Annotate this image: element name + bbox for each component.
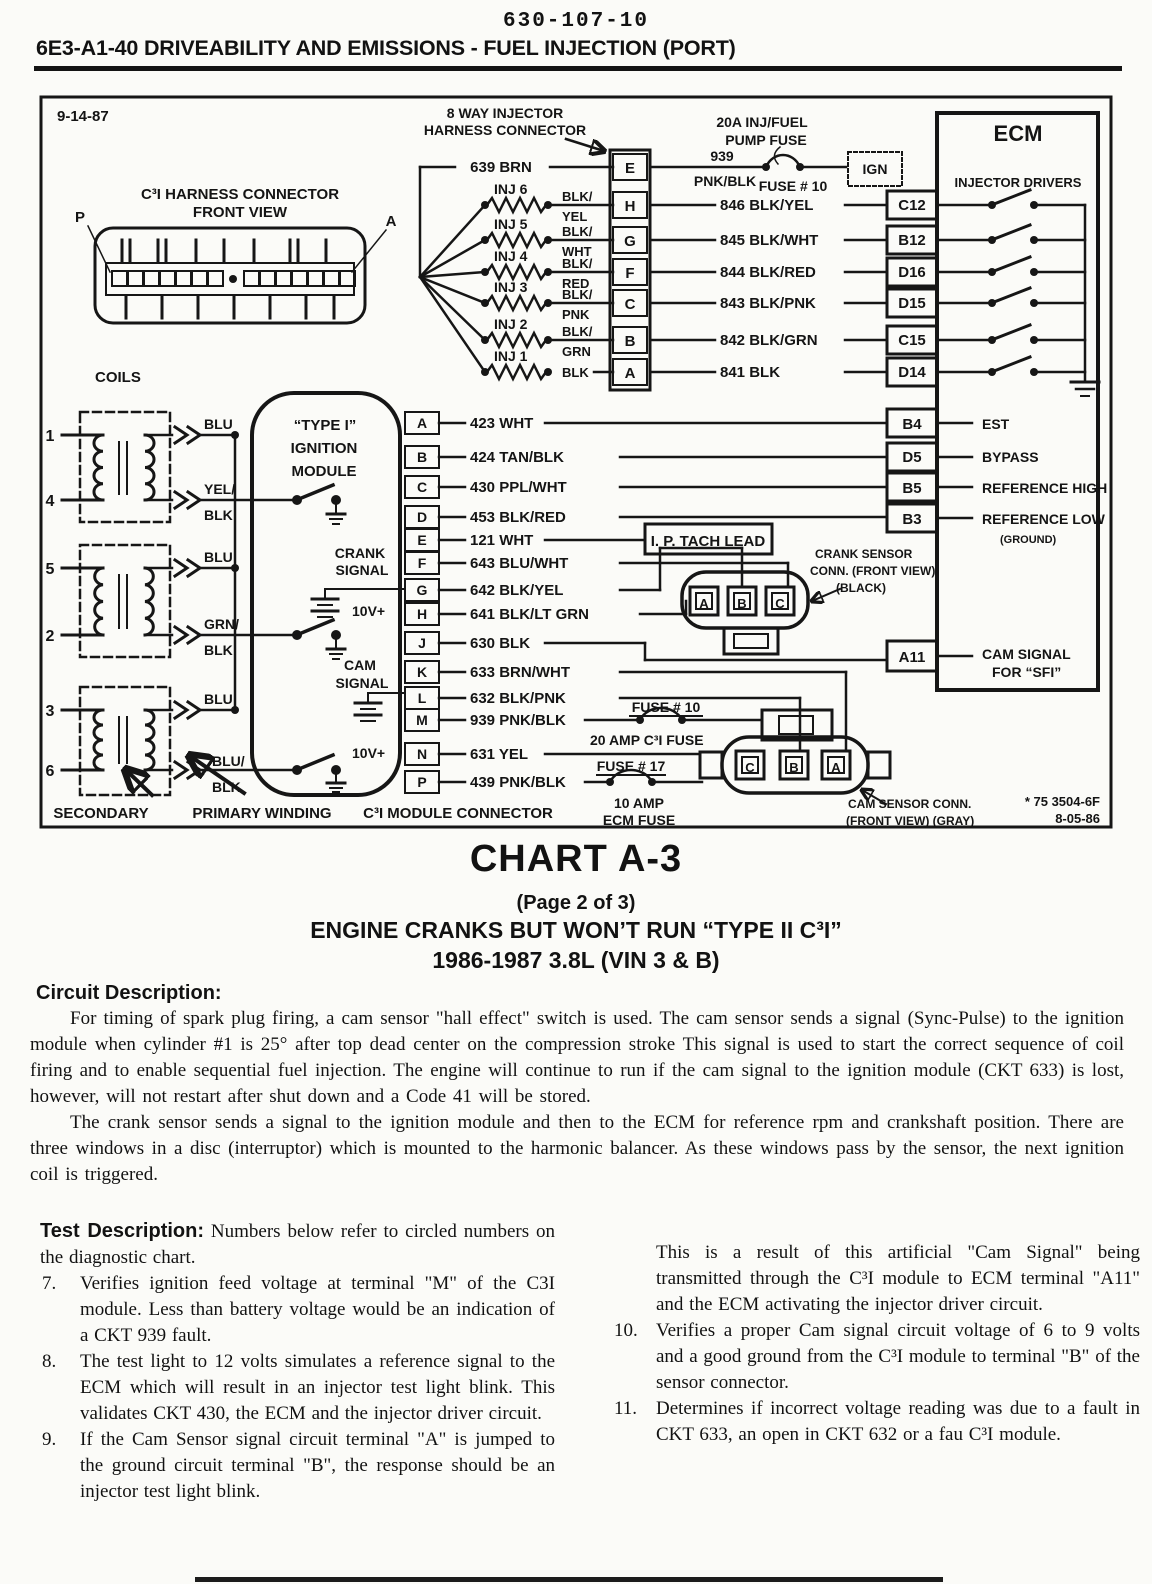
- fuse-10amp-label-1: 10 AMP: [613, 795, 665, 811]
- conn-wire: 939 PNK/BLK: [470, 712, 566, 729]
- inj-wire: 843 BLK/PNK: [720, 295, 816, 312]
- test-description-heading: Test Description:: [40, 1220, 205, 1242]
- fuse-10-top-label: FUSE # 10: [758, 178, 828, 194]
- conn-pin: N: [416, 746, 428, 762]
- c3i-connector-label: C³I MODULE CONNECTOR: [363, 805, 553, 822]
- inj-color: GRN: [562, 344, 591, 359]
- cam-conn-pin: B: [789, 760, 799, 775]
- conn-pin: F: [417, 555, 427, 571]
- conn-wire: 453 BLK/RED: [470, 509, 566, 526]
- conn-pin: L: [417, 690, 427, 706]
- conn-wire: 633 BRN/WHT: [470, 664, 571, 681]
- inj-name: INJ 2: [494, 316, 528, 332]
- conn-wire: 439 PNK/BLK: [470, 774, 566, 791]
- inj-name: INJ 6: [494, 181, 528, 197]
- inj-wire: 845 BLK/WHT: [720, 232, 819, 249]
- inj-name: INJ 5: [494, 216, 528, 232]
- coil-wire: GRN/: [204, 616, 239, 632]
- crank-signal-label-2: SIGNAL: [335, 562, 389, 578]
- fuse-20amp-label: 20 AMP C³I FUSE: [590, 732, 704, 748]
- inj-color: BLK/: [562, 287, 593, 302]
- cam-signal-label-2: SIGNAL: [335, 675, 389, 691]
- test-item-9-continuation: This is a result of this artificial "Cam Signal" being transmitted through the C³I module to ECM terminal "A11" and the ECM activating the injector driver circuit.: [656, 1242, 1140, 1315]
- conn-wire: 641 BLK/LT GRN: [470, 606, 589, 623]
- a11-label-2: FOR “SFI”: [992, 664, 1062, 680]
- conn-pin: D: [416, 509, 428, 525]
- inj-color: BLK/: [562, 256, 593, 271]
- conn-wire: 423 WHT: [470, 415, 534, 432]
- coil-wire: BLK: [204, 507, 233, 523]
- test-item-8: [40, 1349, 555, 1427]
- coil-number: 1: [45, 428, 55, 445]
- inj-pin: G: [624, 233, 636, 250]
- crank-conn-pin: B: [737, 596, 747, 611]
- ecm-pin: B4: [902, 416, 922, 433]
- circuit-description-body: [30, 1006, 1124, 1188]
- conn-wire: 631 YEL: [470, 746, 529, 763]
- c3i-harness-label-2: FRONT VIEW: [192, 204, 288, 221]
- test-item-text: The test light to 12 volts simulates a reference signal to the ECM which will result in an injector test light blink. This validates CKT 430, the ECM and the injector driver circuit.: [80, 1351, 555, 1424]
- ecm-signal-label: BYPASS: [982, 449, 1039, 465]
- conn-pin: J: [418, 635, 426, 651]
- ign-label: IGN: [862, 161, 888, 177]
- conn-pin: A: [416, 415, 428, 431]
- coil-number: 2: [45, 628, 55, 645]
- cam-conn-pin: A: [831, 760, 841, 775]
- inj-color: WHT: [562, 244, 592, 259]
- fuse-top-label-1: 20A INJ/FUEL: [716, 114, 808, 130]
- test-item-7: [40, 1271, 555, 1349]
- cam-conn-label-1: CAM SENSOR CONN.: [848, 797, 972, 811]
- test-item-text: Verifies ignition feed voltage at terminal "M" of the C3I module. Less than battery voltage would be an indication of a CKT 939 fault.: [80, 1273, 555, 1346]
- test-item-text: If the Cam Sensor signal circuit terminal "A" is jumped to the ground circuit terminal "B", the response should be an injector test light blink.: [80, 1429, 555, 1502]
- coil-wire: BLU/: [212, 753, 245, 769]
- module-label-3: MODULE: [291, 463, 357, 480]
- ecm-pin: D5: [902, 449, 922, 466]
- inj-name: INJ 1: [494, 348, 528, 364]
- cam-conn-label-2: (FRONT VIEW) (GRAY): [846, 814, 975, 828]
- ecm-signal-label: REFERENCE HIGH: [982, 480, 1108, 496]
- circuit-description-heading: Circuit Description:: [36, 982, 222, 1004]
- inj-name: INJ 4: [494, 248, 528, 264]
- crank-conn-label-2: CONN. (FRONT VIEW): [810, 564, 936, 578]
- v10-label-a: 10V+: [352, 603, 386, 619]
- section-title: 6E3-A1-40 DRIVEABILITY AND EMISSIONS - FUEL INJECTION (PORT): [36, 36, 736, 60]
- cam-signal-label-1: CAM: [344, 657, 376, 673]
- inj-color: RED: [562, 276, 590, 291]
- conn-wire: 430 PPL/WHT: [470, 479, 567, 496]
- test-description-intro: Numbers below refer to circled numbers on the diagnostic chart.: [40, 1221, 556, 1268]
- ecm-pin: B5: [902, 480, 922, 497]
- conn-pin: C: [416, 479, 428, 495]
- circuit-paragraph-2: The crank sensor sends a signal to the ignition module and then to the ECM for reference rpm and crankshaft position. There are three windows in a disc (interruptor) which is mounted to the harmonic balancer. As these windows pass by the sensor, the next ignition coil is triggered.: [30, 1112, 1124, 1185]
- test-description-left-column: [40, 1218, 555, 1505]
- conn-wire: 642 BLK/YEL: [470, 582, 564, 599]
- test-item-number: 11.: [614, 1398, 638, 1419]
- coil-number: 4: [45, 493, 55, 510]
- test-item-11: [612, 1396, 1140, 1448]
- conn-wire: 121 WHT: [470, 532, 534, 549]
- conn-pin: H: [416, 606, 428, 622]
- conn-pin: M: [416, 712, 428, 728]
- conn-pin: K: [416, 664, 428, 680]
- test-item-text: Determines if incorrect voltage reading was due to a fault in CKT 633, an open in CKT 632 or a fau C³I module.: [656, 1398, 1140, 1445]
- test-item-number: 9.: [42, 1429, 57, 1450]
- conn-pin: E: [417, 532, 427, 548]
- fuse-17-label: FUSE # 17: [596, 758, 666, 774]
- crank-conn-label-1: CRANK SENSOR: [815, 547, 913, 561]
- circuit-paragraph-1: For timing of spark plug firing, a cam sensor "hall effect" switch is used. The cam sensor sends a signal (Sync-Pulse) to the ignition module when cylinder #1 is 25° after top dead center on the compression stroke This signal is used to start the correct sequence of coil firing and to enable sequential fuel injection. The engine will continue to run if the cam signal to the ignition module (CKT 633) is lost, however, will not restart after shut down and a Code 41 will be stored.: [30, 1008, 1124, 1107]
- coil-wire: BLU: [204, 691, 233, 707]
- inj-color: BLK/: [562, 224, 593, 239]
- inj-harness-label-1: 8 WAY INJECTOR: [446, 105, 564, 121]
- ecm-pin: B3: [902, 511, 922, 528]
- crank-conn-pin: C: [775, 596, 785, 611]
- inj-wire: 841 BLK: [720, 364, 781, 381]
- inj-pin: B: [624, 333, 636, 350]
- conn-pin: B: [416, 449, 428, 465]
- engine-application: 1986-1987 3.8L (VIN 3 & B): [432, 947, 720, 973]
- ecm-pin: C12: [898, 197, 926, 214]
- c3i-harness-label-1: C³I HARNESS CONNECTOR: [140, 186, 340, 203]
- inj-harness-label-2: HARNESS CONNECTOR: [423, 122, 587, 138]
- fuse-10amp-label-2: ECM FUSE: [602, 812, 676, 828]
- ecm-pin: D16: [898, 264, 926, 281]
- test-item-number: 10.: [614, 1320, 638, 1341]
- module-label-1: “TYPE I”: [293, 417, 357, 434]
- secondary-label: SECONDARY: [53, 805, 149, 822]
- conn-wire: 424 TAN/BLK: [470, 449, 564, 466]
- fuse-top-label-2: PUMP FUSE: [725, 132, 807, 148]
- coil-wire: YEL/: [204, 481, 236, 497]
- schematic-labels: [46, 105, 1108, 828]
- v10-label-b: 10V+: [352, 745, 386, 761]
- coil-wire: BLK: [204, 642, 233, 658]
- crank-signal-label-1: CRANK: [334, 545, 386, 561]
- scan-artifact-bar: [195, 1577, 943, 1582]
- wire-639-label: 639 BRN: [470, 159, 532, 176]
- inj-pin: H: [624, 198, 636, 215]
- a11-pin: A11: [898, 649, 926, 666]
- inj-color: YEL: [562, 209, 588, 224]
- a11-label-1: CAM SIGNAL: [982, 646, 1071, 662]
- wire-939-top-1: 939: [710, 148, 734, 164]
- coil-number: 3: [45, 703, 55, 720]
- ip-tach-label: I. P. TACH LEAD: [650, 533, 766, 550]
- inj-name: INJ 3: [494, 279, 528, 295]
- test-item-number: 8.: [42, 1351, 57, 1372]
- primary-winding-label: PRIMARY WINDING: [192, 805, 332, 822]
- doc-number: 630-107-10: [502, 10, 650, 33]
- conn-wire: 632 BLK/PNK: [470, 690, 566, 707]
- wire-939-top-2: PNK/BLK: [693, 173, 757, 189]
- ecm-pin: B12: [898, 232, 926, 249]
- module-label-2: IGNITION: [290, 440, 358, 457]
- crank-conn-pin: A: [699, 596, 709, 611]
- diagram-date: 9-14-87: [57, 108, 109, 125]
- conn-pin: P: [417, 774, 427, 790]
- coil-wire: BLU: [204, 416, 233, 432]
- page-note: (Page 2 of 3): [516, 892, 636, 914]
- test-item-9: [40, 1427, 555, 1505]
- inj-color: PNK: [562, 307, 590, 322]
- coil-number: 5: [45, 561, 55, 578]
- chart-subtitle: ENGINE CRANKS BUT WON’T RUN “TYPE II C³I”: [310, 917, 842, 943]
- ecm-pin: D14: [898, 364, 926, 381]
- coil-wire: BLU: [204, 549, 233, 565]
- ecm-pin: D15: [898, 295, 926, 312]
- inj-color: BLK/: [562, 189, 593, 204]
- chart-title: CHART A-3: [469, 838, 683, 880]
- coil-number: 6: [45, 763, 55, 780]
- test-item-number: 7.: [42, 1273, 57, 1294]
- conn-wire: 630 BLK: [470, 635, 531, 652]
- test-item-10: [612, 1318, 1140, 1396]
- footnote-date: 8-05-86: [1055, 811, 1100, 826]
- test-description-right-column: [612, 1240, 1140, 1448]
- cam-conn-pin: C: [745, 760, 755, 775]
- ecm-pin: C15: [898, 332, 926, 349]
- inj-pin: E: [624, 160, 636, 177]
- fuse-10-mid-label: FUSE # 10: [631, 699, 701, 715]
- inj-pin: A: [624, 365, 636, 382]
- test-item-text: Verifies a proper Cam signal circuit voltage of 6 to 9 volts and a good ground from the C³I module to terminal "B" of the sensor connector.: [656, 1320, 1140, 1393]
- inj-pin: C: [624, 296, 636, 313]
- inj-wire: 844 BLK/RED: [720, 264, 816, 281]
- conn-pin: G: [416, 582, 428, 598]
- coil-wire: BLK: [212, 779, 241, 795]
- ecm-label: ECM: [993, 121, 1043, 146]
- crank-conn-label-3: (BLACK): [836, 581, 886, 595]
- inj-pin: F: [625, 265, 635, 282]
- injector-drivers-label: INJECTOR DRIVERS: [954, 175, 1082, 190]
- inj-wire: 846 BLK/YEL: [720, 197, 814, 214]
- conn-wire: 643 BLU/WHT: [470, 555, 569, 572]
- inj-color: BLK: [562, 365, 589, 380]
- coils-label: COILS: [95, 369, 141, 386]
- ground-note: (GROUND): [1000, 534, 1057, 546]
- inj-wire: 842 BLK/GRN: [720, 332, 818, 349]
- pin-p-label: P: [74, 209, 86, 226]
- inj-color: BLK/: [562, 324, 593, 339]
- ecm-signal-label: REFERENCE LOW: [982, 511, 1105, 527]
- ecm-signal-label: EST: [982, 416, 1010, 432]
- footnote-ref: * 75 3504-6F: [1024, 794, 1100, 809]
- pin-a-label: A: [385, 213, 397, 230]
